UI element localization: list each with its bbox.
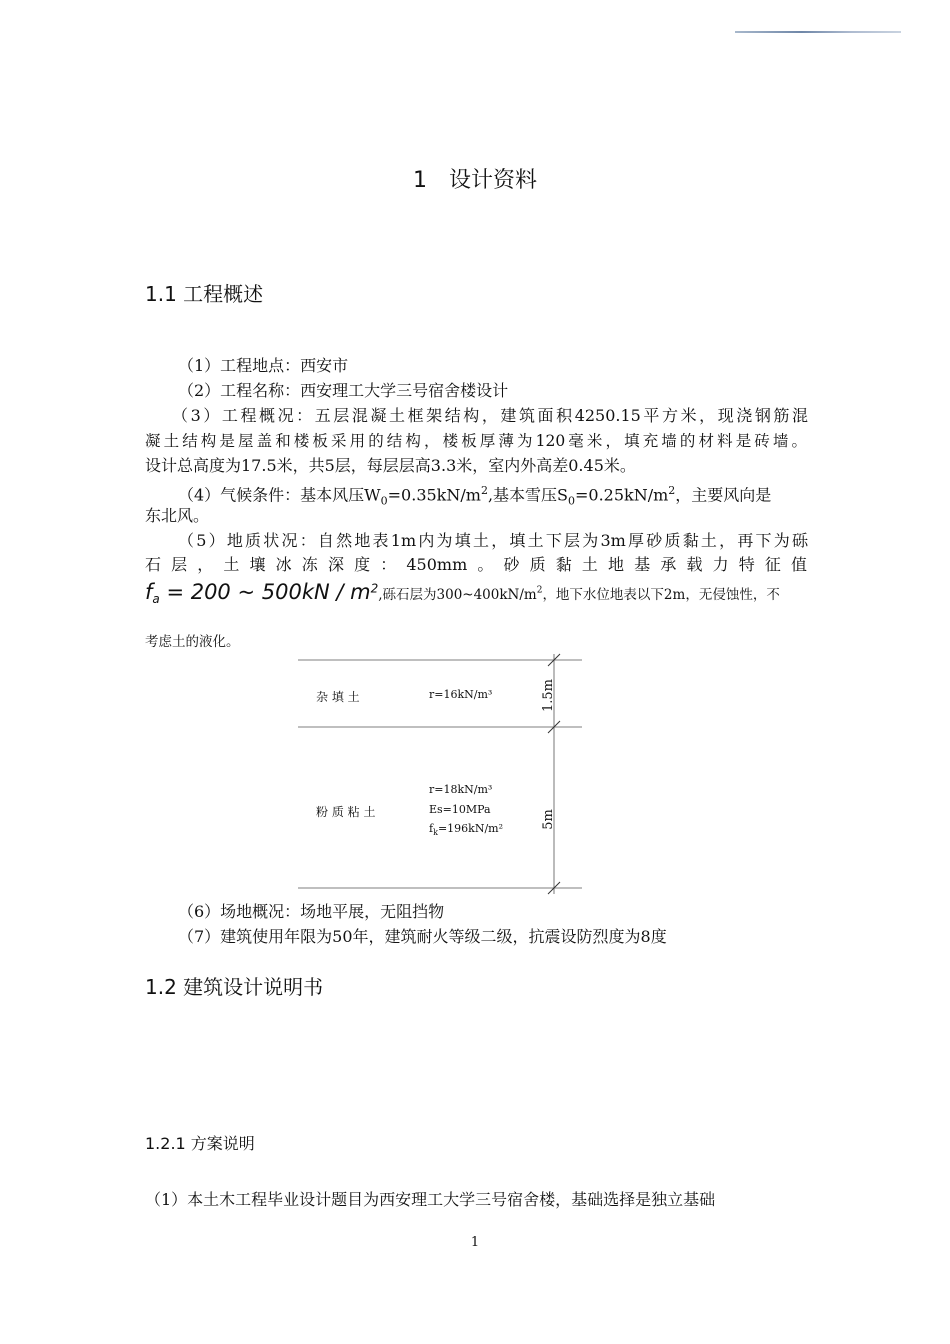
layer2-depth: 5m (540, 809, 556, 830)
paragraph-line-5d: 考虑土的液化。 (145, 634, 240, 650)
paragraph-line-7: （7）建筑使用年限为50年，建筑耐火等级二级，抗震设防烈度为8度 (178, 927, 667, 946)
paragraph-line-5b: 石层，土壤冰冻深度：450mm。砂质黏土地基承载力特征值 (145, 555, 807, 574)
formula-body: = 200 ~ 500kN / m (159, 580, 371, 604)
layer1-depth: 1.5m (541, 678, 557, 713)
paragraph-line-5a: （5）地质状况：自然地表1m内为填土，填土下层为3m厚砂质黏土，再下为砾 (178, 531, 808, 550)
line-4a-pre: （4）气候条件：基本风压W (178, 485, 381, 505)
layer1-unit-weight: r=16kN/m³ (429, 688, 493, 701)
layer1-name: 杂 填 土 (316, 690, 360, 704)
formula-f: f (145, 580, 153, 604)
line-4a-sup1: 2 (480, 484, 488, 497)
line-5c-tail-sup: 2 (536, 585, 543, 596)
paragraph-line-4a (178, 479, 771, 514)
chapter-title: 1 设计资料 (413, 168, 537, 193)
layer2-modulus: Es=10MPa (429, 803, 491, 816)
section-heading-1-1: 1.1 工程概述 (145, 282, 264, 306)
line-4a-mid: =0.35kN/m (387, 485, 481, 505)
layer2-fk-sub: k (433, 828, 438, 838)
formula-line (145, 580, 780, 616)
line-4a-mid2: ,基本雪压S (487, 485, 568, 505)
paragraph-1-2-1: （1）本土木工程毕业设计题目为西安理工大学三号宿舍楼，基础选择是独立基础 (145, 1190, 716, 1209)
layer2-name: 粉 质 粘 土 (316, 805, 376, 819)
line-4a-mid3: =0.25kN/m (575, 485, 669, 505)
paragraph-line-3b: 凝土结构是屋盖和楼板采用的结构，楼板厚薄为120毫米，填充墙的材料是砖墙。 (145, 432, 807, 450)
line-4a-sub1: 0 (380, 494, 388, 508)
line-5c-tail-end: ，地下水位地表以下2m，无侵蚀性，不 (542, 587, 780, 603)
paragraph-line-3c: 设计总高度为17.5米，共5层，每层层高3.3米，室内外高差0.45米。 (145, 456, 636, 475)
paragraph-line-4b: 东北风。 (145, 506, 210, 525)
line-5c-tail-pre: ,砾石层为300~400kN/m (378, 587, 537, 603)
section-heading-1-2-1: 1.2.1 方案说明 (145, 1134, 255, 1153)
formula-sup-2: 2 (370, 581, 379, 596)
page-number: 1 (470, 1235, 480, 1250)
line-4a-sup2: 2 (668, 484, 676, 497)
formula-sub-a: a (152, 592, 160, 607)
layer2-fk-pre: f (429, 822, 434, 835)
layer2-fk-end: =196kN/m² (437, 822, 503, 835)
layer2-bearing (429, 822, 503, 837)
paragraph-line-3a: （3）工程概况：五层混凝土框架结构，建筑面积4250.15平方米，现浇钢筋混 (172, 406, 808, 425)
paragraph-line-2: （2）工程名称：西安理工大学三号宿舍楼设计 (178, 381, 509, 400)
paragraph-line-1: （1）工程地点：西安市 (178, 356, 349, 375)
section-heading-1-2: 1.2 建筑设计说明书 (145, 975, 324, 999)
layer2-unit-weight: r=18kN/m³ (429, 783, 493, 796)
line-4a-sub2: 0 (568, 494, 575, 508)
paragraph-line-6: （6）场地概况：场地平展，无阻挡物 (178, 902, 445, 921)
line-4a-end: ，主要风向是 (675, 485, 772, 505)
soil-layer-diagram (296, 652, 596, 896)
header-rule (735, 31, 901, 33)
